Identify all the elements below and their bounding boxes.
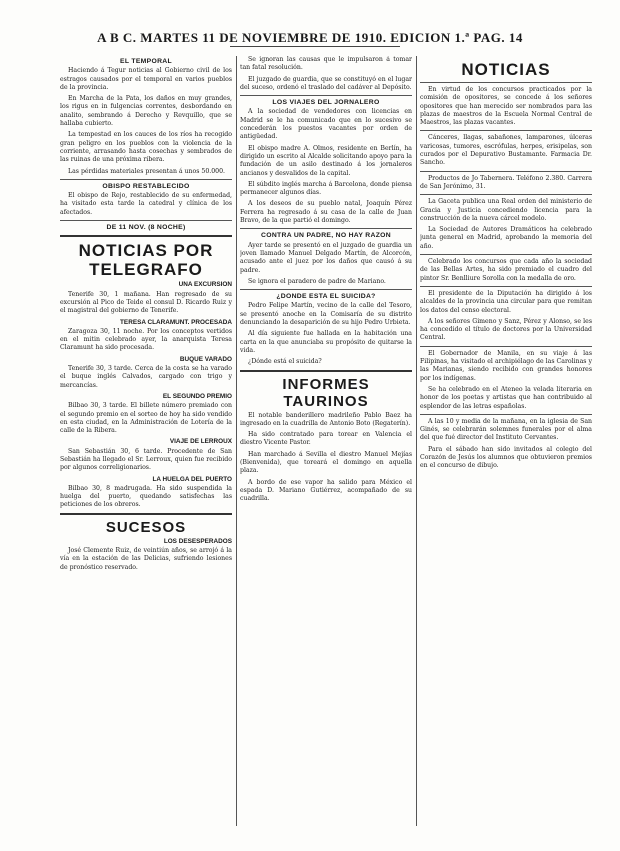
divider	[240, 289, 412, 290]
paragraph: Han marchado á Sevilla el diestro Manuel Mejías (Bienvenida), que toreará el domingo en aquella plaza.	[240, 450, 412, 475]
paragraph: Se ignora el paradero de padre de Mariano.	[248, 277, 386, 285]
paragraph: A bordo de ese vapor ha salido para México el espada D. Mariano Gutiérrez, acompañado de su cuadrilla.	[240, 478, 412, 503]
column-1	[60, 56, 232, 826]
subheading: LOS DESESPERADOS	[163, 537, 232, 545]
paragraph: Se ha celebrado en el Ateneo la velada literaria en honor de los poetas y artistas que han contribuido al esplendor de las letras españolas.	[420, 385, 592, 410]
paragraph: Bilbao 30, 3 tarde. El billete número premiado con el segundo premio en el sorteo de hoy ha sido vendido en esta ciudad, en la Administración de Lotería de la calle de la Ribera.	[60, 402, 232, 435]
paragraph: Ha sido contratado para torear en Valencia el diestro Vicente Pastor.	[240, 431, 412, 447]
divider	[420, 346, 592, 347]
divider	[420, 194, 592, 195]
column-2	[240, 56, 412, 826]
paragraph: Cánceres, llagas, sabañones, lamparones, úlceras varicosas, tumores, escrófulas, herpes, erisipelas, son curados por el Depurativo Bustamante. Farmacia Dr. Sancho.	[420, 134, 592, 167]
paragraph: El notable banderillero madrileño Pablo Baez ha ingresado en la cuadrilla de Antonio Boto (Regaterín).	[240, 411, 412, 427]
section-title: EL TEMPORAL	[120, 58, 172, 65]
subheading: TERESA CLARAMUNT. PROCESADA	[120, 318, 232, 326]
divider	[420, 254, 592, 255]
paragraph: La Gaceta publica una Real orden del ministerio de Gracia y Justicia concediendo licencia para la construcción de la nueva cárcel modelo.	[420, 198, 592, 222]
divider	[60, 179, 232, 180]
header-rule	[230, 46, 400, 47]
subheading: BUQUE VARADO	[179, 355, 232, 363]
paragraph: Las pérdidas materiales presentan á unos 50.000.	[68, 167, 226, 175]
paragraph: A las 10 y media de la mañana, en la iglesia de San Ginés, se celebrarán solemnes funerales por el alma del que fué director del Instituto Cervantes.	[420, 417, 592, 442]
paragraph: A los señores Gimeno y Sanz, Pérez y Alonso, se les ha concedido el título de doctores por la Universidad Central.	[420, 317, 592, 342]
paragraph: El obispo madre A. Olmos, residente en Berlín, ha dirigido un escrito al Alcalde solicitando apoyo para la fundación de un asilo destinado á los jornaleros ancianos y desvalidos de la capital.	[240, 144, 412, 177]
paragraph: Zaragoza 30, 11 noche. Por los conceptos vertidos en el mitin celebrado ayer, la anarquista Teresa Claramunt ha sido procesada.	[60, 327, 232, 352]
section-title: ¿DONDE ESTA EL SUICIDA?	[276, 293, 376, 301]
divider	[420, 171, 592, 172]
paragraph: Ayer tarde se presentó en el juzgado de guardia un joven llamado Manuel Delgado Martín, de Alcorcón, acusado ante el juez por los daños que causó á su padre.	[240, 241, 412, 274]
paragraph: Para el sábado han sido invitados al colegio del Corazón de Jesús los alumnos que obtuvieron premios en el concurso de dibujo.	[420, 445, 592, 470]
divider	[420, 82, 592, 83]
section-title: DE 11 NOV. (8 NOCHE)	[106, 224, 186, 232]
divider	[420, 414, 592, 415]
paragraph: El juzgado de guardia, que se constituyó en el lugar del suceso, ordenó el traslado del cadáver al Depósito.	[240, 75, 412, 91]
column-3	[420, 56, 592, 826]
subheading: EL SEGUNDO PREMIO	[162, 392, 232, 400]
divider	[240, 370, 412, 372]
headline: INFORMES TAURINOS	[282, 375, 370, 410]
subheading: UNA EXCURSION	[178, 281, 232, 289]
divider	[420, 286, 592, 287]
subheading: LA HUELGA DEL PUERTO	[152, 475, 232, 483]
paragraph: Haciendo á Tegur noticias al Gobierno civil de los estragos causados por el temporal en varios pueblos de la provincia.	[60, 67, 232, 91]
paragraph: Al día siguiente fue hallada en la habitación una carta en la que anunciaba su propósito de quitarse la vida.	[240, 330, 412, 354]
paragraph: A la sociedad de vendedores con licencias en Madrid se le ha comunicado que en lo sucesivo se concederán los puestos vacantes por orden de antigüedad.	[240, 108, 412, 141]
paragraph: Celebrado los concursos que cada año la sociedad de las Bellas Artes, ha sido premiado el cuadro del pintor Sr. Benlliure Sorolla con la medalla de oro.	[420, 258, 592, 282]
paragraph: Tenerife 30, 3 tarde. Cerca de la costa se ha varado el buque inglés Calvados, cargado con trigo y mercancías.	[60, 365, 232, 389]
page-header: A B C. MARTES 11 DE NOVIEMBRE DE 1910. EDICION 1.ª PAG. 14	[97, 30, 523, 45]
divider	[240, 228, 412, 229]
divider	[420, 130, 592, 131]
subheading: VIAJE DE LERROUX	[169, 438, 232, 446]
paragraph: A los deseos de su pueblo natal, Joaquín Pérez Ferrera ha regresado á su casa de la calle de Juan Bravo, de la que partió el domingo.	[240, 200, 412, 225]
paragraph: El presidente de la Diputación ha dirigido á los alcaldes de la provincia una circular para que remitan los datos del censo electoral.	[420, 289, 592, 314]
paragraph: La tempestad en los cauces de los ríos ha recogido gran peligro en los pueblos con la violencia de la corriente, arrasando hasta cosechas y sembrados de las ruinas de una próxima ribera.	[60, 131, 232, 164]
column-divider	[236, 56, 237, 826]
headline: NOTICIAS	[461, 60, 551, 79]
paragraph: En virtud de los concursos practicados por la comisión de opositores, se concede á los señores opositores que han merecido ser nombrados para las plazas de maestros de la Escuela Normal Central de Maestros, las plazas vacantes.	[420, 86, 592, 127]
section-title: CONTRA UN PADRE, NO HAY RAZON	[261, 232, 391, 240]
paragraph: Se ignoran las causas que le impulsaron á tomar tan fatal resolución.	[240, 56, 412, 72]
paragraph: Pedro Felipe Martín, vecino de la calle del Tesoro, se presentó anoche en la Comisaría de su distrito denunciando la desaparición de su hijo Pedro Urbieta.	[240, 302, 412, 327]
headline: SUCESOS	[105, 518, 187, 536]
paragraph: ¿Dónde está el suicida?	[248, 358, 322, 366]
paragraph: El obispo de Rejo, restablecido de su enfermedad, ha visitado esta tarde la catedral y clínica de los afectados.	[60, 192, 232, 216]
section-title: OBISPO RESTABLECIDO	[102, 182, 190, 190]
paragraph: Tenerife 30, 1 mañana. Han regresado de su excursión al Pico de Teide el consul D. Ricardo Ruiz y el magistral del gobierno de Tenerife.	[60, 290, 232, 315]
paragraph: Productos de Jo Tabernera. Teléfono 2.380. Carrera de San Jerónimo, 31.	[420, 174, 592, 190]
paragraph: El súbdito inglés marcha á Barcelona, donde piensa permanecer algunos días.	[240, 180, 412, 197]
paragraph: El Gobernador de Manila, en su viaje á las Filipinas, ha visitado el archipiélago de las Carolinas y las Marianas, siendo recibido con grandes honores por los indígenas.	[420, 349, 592, 382]
divider	[60, 220, 232, 221]
paragraph: Bilbao 30, 8 madrugada. Ha sido suspendida la huelga del puerto, quedando satisfechas las peticiones de los obreros.	[60, 484, 232, 509]
section-title: LOS VIAJES DEL JORNALERO	[272, 99, 380, 107]
paragraph: La Sociedad de Autores Dramáticos ha celebrado junta general en Madrid, aprobando la memoria del año.	[420, 226, 592, 250]
divider	[60, 235, 232, 237]
paragraph: San Sebastián 30, 6 tarde. Procedente de San Sebastián ha llegado el Sr. Lerroux, quien fue recibido por algunos correligionarios.	[60, 447, 232, 472]
paragraph: En Marcha de la Pata, los daños en muy grandes, los rigus en in fulgencias correntes, desbordando en analito, sembrando á Derecho y Revquillo, que se hallaba cubierto.	[60, 95, 232, 128]
column-divider	[416, 56, 417, 826]
divider	[240, 95, 412, 96]
headline: NOTICIAS POR TELEGRAFO	[78, 241, 214, 280]
divider	[60, 513, 232, 515]
paragraph: José Clemente Ruiz, de veintiún años, se arrojó á la vía en la estación de las Delicias, sufriendo lesiones de pronóstico reservado.	[60, 547, 232, 571]
